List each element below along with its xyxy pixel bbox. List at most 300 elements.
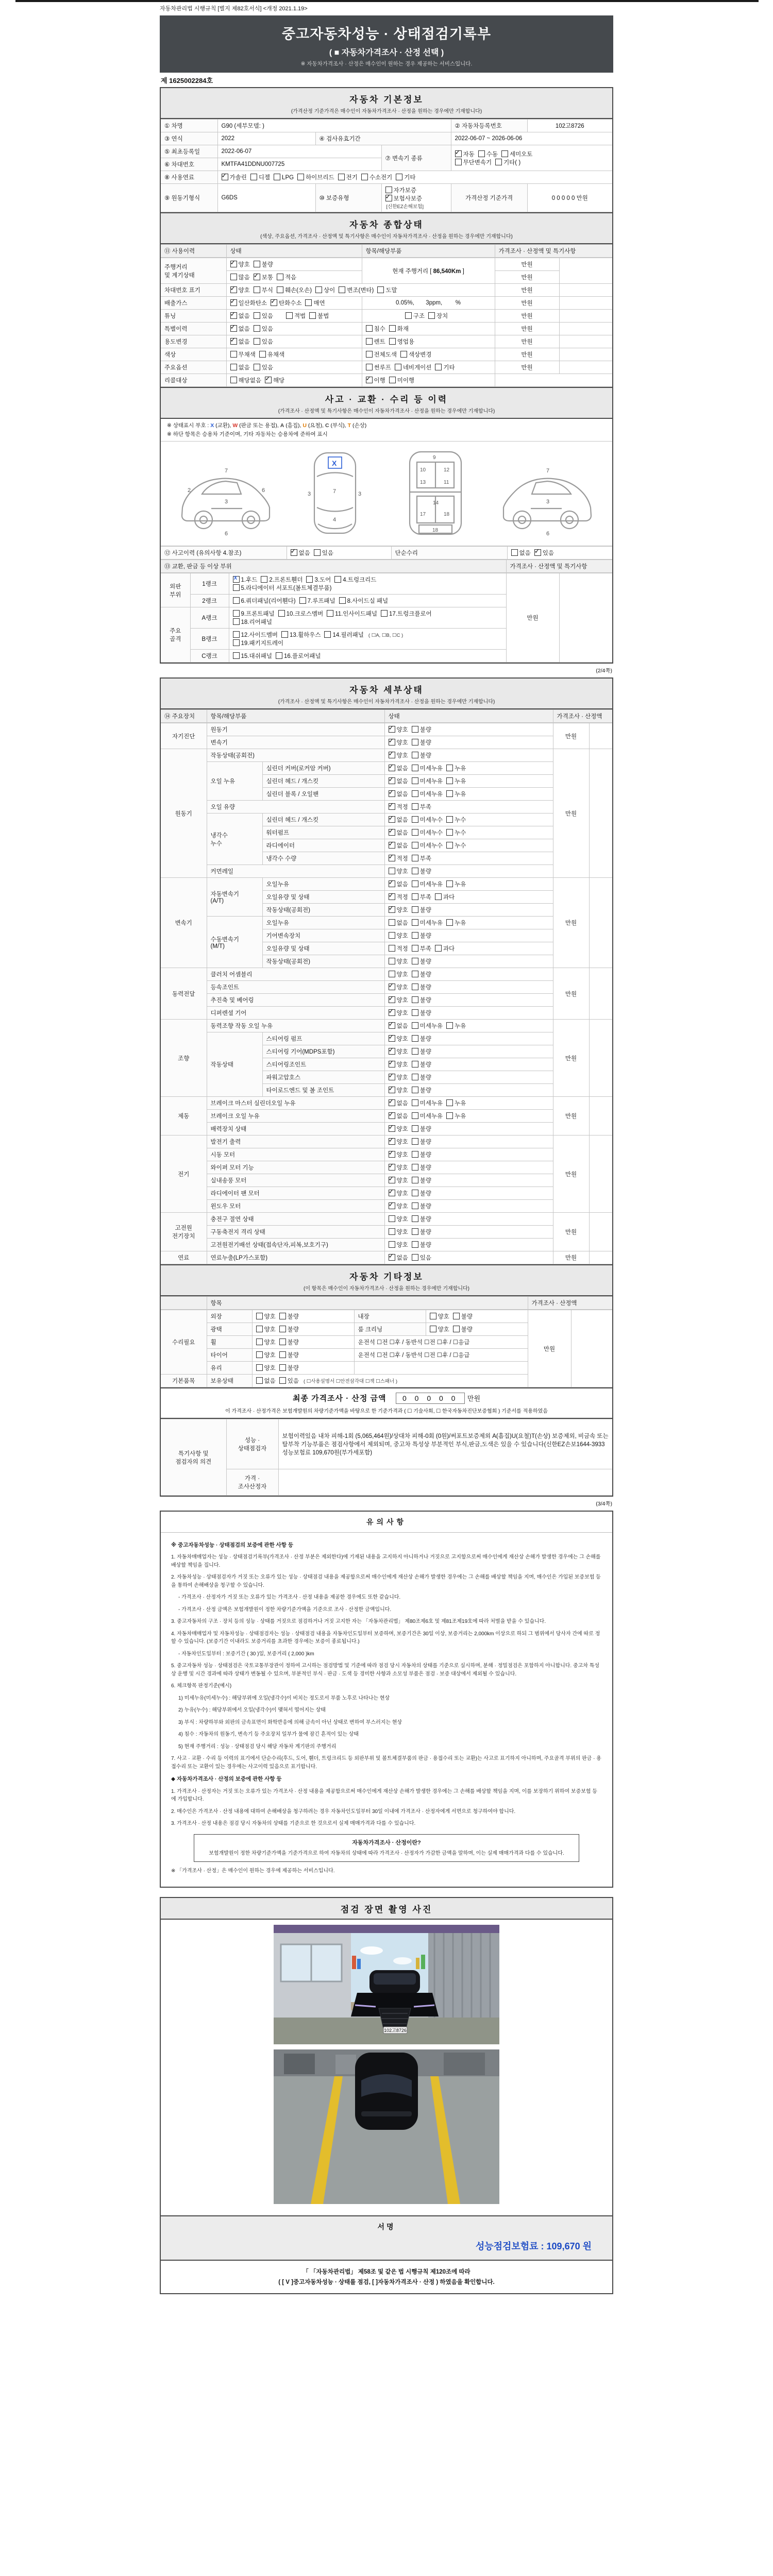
cell: 고전원 전기장치 (161, 1213, 207, 1251)
cell: 외판 부위 (161, 573, 190, 607)
cell (229, 607, 506, 629)
cell: 특별이력 (161, 323, 226, 335)
price-definition-title: 자동차가격조사 · 산정이란? (352, 1839, 421, 1846)
checkbox-item: ✓ 없음 (291, 549, 310, 557)
inspection-photo-front (274, 1925, 499, 2044)
cell (384, 904, 553, 917)
checkbox-item: ✓ 없음 (230, 312, 250, 320)
checkbox-item: 3.도어 (306, 575, 331, 584)
empty-checkbox-icon (412, 932, 418, 939)
empty-checkbox-icon (412, 1035, 418, 1042)
checkbox-item: 10.크로스멤버 (278, 609, 324, 618)
checkbox-item: ✓ 양호 (389, 1138, 408, 1146)
empty-checkbox-icon (446, 1022, 453, 1029)
checkbox-item: 불량 (279, 1351, 299, 1359)
checkbox-item: 적음 (277, 273, 296, 281)
checkbox-item: 미세누유 (412, 790, 443, 798)
cell: ④ 검사유효기간 (315, 132, 451, 145)
checkbox-item: 과다 (435, 893, 455, 901)
checkbox-item: 불량 (412, 1073, 431, 1081)
photo-section (160, 1897, 613, 2294)
cell: 가격조사 · 산정액 및 특기사항 (495, 245, 612, 258)
legend-code: U (303, 422, 307, 429)
cell (384, 736, 553, 749)
cell: 1랭크 (190, 573, 229, 595)
checkbox-item: 양호 (389, 970, 408, 978)
cell (384, 1058, 553, 1071)
final-price-amount: 0 0 0 0 0 (396, 1393, 465, 1404)
cell: 보험이력있음 내차 피해-1회 (5,065,464원)/상대차 피해-0회 (0원)/써포트보증제외 A(흠집)U(요철)T(손상) 보증제외, 비금속 또는 탈부착 기능부품은 점검사항에서 제외되며, 중고차 특성상 부분적인 부식,판금,도색은 있을 수 있습니다(신한EZ손보1644-3933 성능보험료 109,670원(부가세포함) (278, 1419, 612, 1469)
cell: C랭크 (190, 650, 229, 663)
empty-checkbox-icon (256, 1351, 263, 1358)
cell: 냉각수 누수 (207, 814, 262, 865)
detail-table (161, 723, 612, 1264)
cell (384, 1123, 553, 1136)
cell (226, 361, 362, 374)
cell: 0 0 0 0 0 만원 (527, 184, 612, 212)
cell: 단순수리 (391, 547, 507, 560)
checkbox-item: 양호 (389, 1241, 408, 1249)
cell (384, 891, 553, 904)
svg-text:10: 10 (419, 467, 426, 473)
checkbox-item: 썬루프 (366, 363, 391, 371)
checkbox-item: 불량 (412, 970, 431, 978)
checkbox-item: ✓ 없음 (389, 790, 408, 798)
checkbox-item: 양호 (256, 1338, 276, 1346)
checkbox-item: 침수 (366, 325, 385, 333)
checkbox-item: 양호 (256, 1364, 276, 1372)
svg-text:7: 7 (546, 468, 550, 474)
cell (354, 1362, 528, 1375)
checkbox-item: 있음 (279, 1377, 299, 1385)
checked-checkbox-icon (271, 299, 277, 306)
checkbox-item: ✓ 없음 (389, 880, 408, 888)
checked-checkbox-icon (389, 1112, 395, 1119)
empty-checkbox-icon (412, 777, 418, 784)
etc-table (161, 1310, 612, 1387)
checkbox-item: 세미오토 (501, 150, 532, 158)
notice-item: 3. 중고자동차의 구조 · 장치 등의 성능 · 상태를 거짓으로 점검하거나 거짓 고지한 자는 「자동차관리법」 제80조제6호 및 제81조제19호에 따라 처벌을 받을 수 있습니다. (171, 1619, 546, 1625)
cell: ① 차명 (161, 120, 217, 132)
checked-checkbox-icon (389, 855, 395, 861)
cell (384, 1174, 553, 1187)
checkbox-item: 12.사이드멤버 (233, 631, 278, 639)
checkbox-item: 4.트렁크리드 (334, 575, 376, 584)
empty-checkbox-icon (446, 919, 453, 926)
empty-checkbox-icon (254, 325, 260, 332)
empty-checkbox-icon (412, 1125, 418, 1132)
checkbox-item: 장치 (428, 312, 448, 320)
empty-checkbox-icon (254, 286, 260, 293)
checked-checkbox-icon (389, 803, 395, 810)
empty-checkbox-icon (396, 174, 402, 180)
cell (384, 942, 553, 955)
checkbox-item: 영업용 (389, 337, 414, 346)
empty-checkbox-icon (281, 631, 288, 638)
cell: 상태 (384, 710, 553, 723)
checkbox-item: 16.플로어패널 (276, 652, 321, 660)
cell (589, 878, 612, 968)
checked-checkbox-icon (222, 174, 228, 180)
empty-checkbox-icon (338, 174, 345, 180)
cell (589, 1136, 612, 1213)
cell: 변속기 (161, 878, 207, 968)
cell: 휠 (207, 1336, 252, 1349)
empty-checkbox-icon (297, 174, 304, 180)
checkbox-item: ✓ 이행 (366, 376, 385, 384)
cell (384, 1161, 553, 1174)
cell (226, 335, 362, 348)
final-price-unit: 만원 (467, 1395, 481, 1402)
cell: 만원 (495, 271, 559, 284)
photo-band (161, 1898, 612, 1920)
checkbox-item: 하이브리드 (297, 173, 334, 181)
cell: 스티어링 펌프 (262, 1032, 384, 1045)
checkbox-item: 7.루프패널 (299, 597, 335, 605)
checkbox-item: 9.프론트패널 (233, 609, 275, 618)
cell (384, 929, 553, 942)
checkbox-item: 2.프론트휀더 (261, 575, 303, 584)
empty-checkbox-icon (412, 1022, 418, 1029)
checkbox-item: 양호 (389, 957, 408, 965)
checkbox-item: 있음 (254, 337, 273, 346)
cell (589, 1097, 612, 1136)
footer-line-2: ( [ V ]중고자동차성능 · 상태를 점검, [ ]자동차가격조사 · 산정 ) 하였음을 확인합니다. (278, 2279, 495, 2286)
cell (384, 826, 553, 839)
cell: 만원 (495, 348, 559, 361)
empty-checkbox-icon (315, 286, 322, 293)
checkbox-item: 있음 (254, 325, 273, 333)
car-diagram-side-left-icon (175, 447, 276, 539)
empty-checkbox-icon (324, 631, 331, 638)
checkbox-item: ✓ 양호 (389, 738, 408, 747)
cell (384, 1251, 553, 1264)
cell: 항목/해당부품 (362, 245, 495, 258)
cell (384, 1032, 553, 1045)
checkbox-item: 18.리어패널 (233, 618, 272, 626)
svg-text:12: 12 (443, 467, 449, 473)
checkbox-item: ✓ 없음 (389, 777, 408, 785)
cell: A랭크 (190, 607, 229, 629)
checkbox-item: 불량 (412, 867, 431, 875)
etc-title: 자동차 기타정보 (349, 1272, 424, 1282)
empty-checkbox-icon (306, 576, 313, 583)
checkbox-item: ✓ 해당 (265, 376, 284, 384)
checkbox-item: 11.인사이드패널 (327, 609, 377, 618)
report-subtitle: ( ■ 자동차가격조사 · 산정 선택 ) (329, 48, 444, 57)
checkbox-item: ✓ 양호 (389, 1163, 408, 1172)
checkbox-item: ✓ 없음 (389, 764, 408, 772)
notice-item: 4. 자동차매매업자 및 자동차성능 · 상태점검자는 성능 · 상태점검 내용을 자동차인도일부터 보증하며, 보증기간은 30일 이상, 보증거리는 2,000km 이상으로 하되 그 범위에서 당사자 간에 따로 정할 수 있습니다. (보증기간 이내라도 보증거리를 초과한 경우에는 보증이 종료됩니다.) (171, 1631, 600, 1645)
empty-checkbox-icon (278, 610, 285, 617)
cell: 실린더 블록 / 오일팬 (262, 788, 384, 801)
notice-item: 5. 중고자동차 성능 · 상태점검은 국토교통부장관이 정하여 고시하는 점검방법 및 기준에 따라 점검 당시 자동차의 상태를 기준으로 실시하며, 분해 · 정밀점검은 포함하지 아니합니다. 중고차 특성상 운행 및 시간 경과에 따라 상태가 변동될 수 있으며, 부분적인 부식 · 판금 · 도색 등 경미한 사항과 소모성 부품은 점검 · 보증 대상에서 제외될 수 있습니다. (171, 1663, 600, 1677)
cell: 연료누출(LP가스포함) (207, 1251, 384, 1264)
empty-checkbox-icon (254, 364, 260, 370)
detail-subtitle: (가격조사 · 산정액 및 특기사항은 매수인이 자동차가격조사 · 산정을 원하는 경우에만 기재합니다) (278, 699, 495, 705)
cell: 기어변속장치 (262, 929, 384, 942)
empty-checkbox-icon (446, 842, 453, 849)
page-mark-3: (3/4쪽) (596, 1501, 612, 1507)
etc-subtitle: (이 항목은 매수인이 자동차가격조사 · 산정을 원하는 경우에만 기재합니다) (303, 1286, 470, 1292)
car-diagram-underbody-icon (394, 447, 477, 539)
cell (252, 1336, 354, 1349)
empty-checkbox-icon (446, 880, 453, 887)
overall-header-table (161, 244, 612, 258)
cell (384, 878, 553, 891)
empty-checkbox-icon (274, 174, 280, 180)
checkbox-item: 누유 (446, 919, 466, 927)
checked-checkbox-icon (389, 1151, 395, 1158)
checked-checkbox-icon (389, 1061, 395, 1067)
accident-subtitle: (가격조사 · 산정액 및 특기사항은 매수인이 자동차가격조사 · 산정을 원하는 경우에만 기재합니다) (278, 409, 495, 414)
cell (252, 1375, 528, 1387)
empty-checkbox-icon (412, 1009, 418, 1016)
empty-checkbox-icon (339, 597, 346, 604)
cell: 구동축전지 격리 상태 (207, 1226, 384, 1239)
checkbox-item: ✓ 보통 (254, 273, 273, 281)
checkbox-item: 무채색 (230, 350, 256, 359)
checkbox-item: ✓ 양호 (389, 751, 408, 759)
cell: 가격 · 조사산정자 (226, 1469, 278, 1496)
empty-checkbox-icon (412, 1061, 418, 1067)
empty-checkbox-icon (230, 274, 237, 280)
empty-checkbox-icon (256, 1338, 263, 1345)
empty-checkbox-icon (277, 274, 283, 280)
cell: ⑧ 사용연료 (161, 171, 217, 184)
checkbox-item: 무단변속기 (455, 158, 492, 166)
cell: 광택 (207, 1323, 252, 1336)
cell: 워터펌프 (262, 826, 384, 839)
checkbox-item: ✓ 없음 (389, 1112, 408, 1120)
empty-checkbox-icon (446, 790, 453, 797)
empty-checkbox-icon (256, 1326, 263, 1332)
cell: 현재 주행거리 [ 86,540Km ] (362, 258, 495, 284)
empty-checkbox-icon (389, 377, 396, 383)
checkbox-item: 불량 (254, 260, 273, 268)
cell (384, 788, 553, 801)
price-definition-box (194, 1834, 580, 1862)
checked-checkbox-icon (389, 1164, 395, 1171)
cell: 2022-06-07 ~ 2026-06-06 (451, 132, 612, 145)
checkbox-item: 불량 (412, 1176, 431, 1184)
checkbox-item: 불량 (412, 1125, 431, 1133)
cell (384, 1226, 553, 1239)
cell: 차대번호 표기 (161, 284, 226, 297)
cell: 실린더 커버(로커암 커버) (262, 762, 384, 775)
empty-checkbox-icon (412, 919, 418, 926)
cell (252, 1310, 354, 1323)
cell: ⑨ 원동기형식 (161, 184, 217, 212)
cell (495, 374, 612, 387)
inline-note: ( ☐A, ☐B, ☐C ) (368, 633, 404, 638)
cell (559, 348, 612, 361)
cell: 윈도우 모터 (207, 1200, 384, 1213)
checkbox-item: 상이 (315, 286, 335, 294)
checkbox-item: 해당없음 (230, 376, 261, 384)
cell (362, 361, 495, 374)
regulation-line: 자동차관리법 시행규칙 [별지 제82호서식] <개정 2021.1.19> (160, 6, 308, 12)
svg-text:2: 2 (187, 487, 191, 494)
page-mark-2: (2/4쪽) (596, 668, 612, 674)
empty-checkbox-icon (412, 1074, 418, 1080)
notice-title: 유의사항 (161, 1512, 612, 1533)
checkbox-item: 양호 (389, 1228, 408, 1236)
notice-item: 2. 매수인은 가격조사 · 산정 내용에 대하여 손해배상을 청구하려는 경우 자동차인도일부터 30일 이내에 가격조사 · 산정자에게 서면으로 청구하여야 합니다. (171, 1808, 516, 1815)
checkbox-item: ✓ 없음 (389, 1022, 408, 1030)
cell (384, 839, 553, 852)
empty-checkbox-icon (446, 816, 453, 823)
checkbox-item: 누유 (446, 880, 466, 888)
checkbox-item: ✓ 양호 (389, 1047, 408, 1056)
cell (451, 145, 612, 171)
cell (559, 573, 612, 663)
page-top-rule (15, 0, 759, 2)
cell: 라디에이터 팬 모터 (207, 1187, 384, 1200)
checkbox-item: 미세누유 (412, 880, 443, 888)
empty-checkbox-icon (279, 1377, 286, 1384)
cell (426, 1323, 528, 1336)
license-plate-text: 102고8726 (384, 2027, 407, 2033)
empty-checkbox-icon (412, 1099, 418, 1106)
empty-checkbox-icon (256, 1313, 263, 1319)
empty-checkbox-icon (412, 1164, 418, 1171)
cell: 작동상태 (207, 1032, 262, 1097)
cell (229, 573, 506, 595)
section-box-1 (160, 87, 613, 664)
empty-checkbox-icon (233, 618, 240, 625)
empty-checkbox-icon (412, 971, 418, 977)
empty-checkbox-icon (230, 364, 237, 370)
checked-checkbox-icon (389, 880, 395, 887)
accident-title: 사고 · 교환 · 수리 등 이력 (325, 395, 448, 404)
report-title: 중고자동차성능 · 상태점검기록부 (281, 26, 492, 42)
checkbox-item: 많음 (230, 273, 250, 281)
cell (384, 968, 553, 981)
cell (229, 650, 506, 663)
empty-checkbox-icon (259, 351, 266, 358)
empty-checkbox-icon (327, 610, 333, 617)
empty-checkbox-icon (511, 549, 518, 556)
empty-checkbox-icon (501, 150, 508, 157)
empty-checkbox-icon (435, 893, 442, 900)
checked-checkbox-icon (455, 150, 462, 157)
basic-info-table (161, 119, 612, 212)
checkbox-item: 6.쿼더패널(리어휀다) (233, 597, 296, 605)
empty-checkbox-icon (256, 1364, 263, 1371)
notice-item: - 자동차인도일부터 : 보증기간 ( 30 )일, 보증거리 ( 2,000 )km (178, 1651, 314, 1657)
checkbox-item: 유채색 (259, 350, 284, 359)
empty-checkbox-icon (233, 631, 240, 638)
accident-legend: ※ 상태표시 부호 : X (교환), W (판금 또는 용접), A (흠집), U (요철), C (부식), T (손상) (167, 422, 367, 429)
empty-checkbox-icon (389, 338, 396, 345)
cell: 실린더 헤드 / 개스킷 (262, 814, 384, 826)
empty-checkbox-icon (254, 312, 260, 319)
svg-text:13: 13 (419, 480, 426, 485)
checkbox-item: ✓ 양호 (389, 1189, 408, 1197)
empty-checkbox-icon (412, 1138, 418, 1145)
checkbox-item: 불량 (453, 1312, 473, 1320)
cell: ⑦ 변속기 종류 (381, 145, 451, 171)
empty-checkbox-icon (412, 893, 418, 900)
checkbox-item: 양호 (389, 867, 408, 875)
cell: 가격조사 · 산정액 및 특기사항 (506, 560, 612, 573)
checkbox-item: 미세누유 (412, 1022, 443, 1030)
empty-checkbox-icon (276, 652, 282, 659)
cell (384, 749, 553, 762)
cell: 2022 (217, 132, 315, 145)
cell: 가격조사 · 산정액 (528, 1297, 612, 1310)
empty-checkbox-icon (412, 739, 418, 745)
checkbox-item: 19.패키지트레이 (233, 639, 284, 647)
checkbox-item: ✓ 양호 (389, 1125, 408, 1133)
svg-text:7: 7 (224, 468, 228, 474)
cell (381, 184, 451, 212)
checkbox-item: ✓ 양호 (389, 1009, 408, 1017)
cell: 만원 (495, 361, 559, 374)
report-subtitle-note: ※ 자동차가격조사 · 산정은 매수인이 원하는 경우 제공하는 서비스입니다. (300, 61, 473, 67)
cell: 클러치 어셈블리 (207, 968, 384, 981)
cell: 자동변속기 (A/T) (207, 878, 262, 917)
checked-checkbox-icon (389, 906, 395, 913)
checked-checkbox-icon (389, 1035, 395, 1042)
basic-info-band (161, 88, 612, 119)
detail-header-table (161, 709, 612, 723)
cell: 보유상태 (207, 1375, 252, 1387)
cell (362, 335, 495, 348)
inline-note: [신한EZ손해보험] (386, 204, 424, 210)
report-page (160, 15, 613, 2294)
cell: 수리필요 (161, 1310, 207, 1375)
cell: 리콜대상 (161, 374, 226, 387)
cell: 2랭크 (190, 595, 229, 607)
cell (571, 1310, 612, 1387)
checked-checkbox-icon (389, 765, 395, 771)
empty-checkbox-icon (412, 790, 418, 797)
cell: 전기 (161, 1136, 207, 1213)
cell: G6DS (217, 184, 315, 212)
photo-area (161, 1920, 612, 2215)
empty-checkbox-icon (412, 1177, 418, 1183)
empty-checkbox-icon (430, 1326, 436, 1332)
notice-foot: ※ 「가격조사 · 산정」은 매수인이 원하는 경우에 제공하는 서비스입니다. (171, 1868, 335, 1874)
empty-checkbox-icon (279, 1338, 286, 1345)
checkbox-item: 미세누유 (412, 764, 443, 772)
checkbox-item: 불량 (412, 906, 431, 914)
empty-checkbox-icon (412, 1112, 418, 1119)
cell: 시동 모터 (207, 1148, 384, 1161)
checkbox-item: 미세누유 (412, 919, 443, 927)
cell: 만원 (553, 878, 589, 968)
cell: 만원 (553, 723, 589, 749)
cell (217, 171, 612, 184)
cell: 파워고압호스 (262, 1071, 384, 1084)
cell: 추진축 및 베어링 (207, 994, 384, 1007)
cell (226, 297, 362, 310)
cell (384, 1136, 553, 1148)
empty-checkbox-icon (446, 1099, 453, 1106)
checkbox-item: 적정 (389, 944, 408, 953)
checkbox-item: 미세누수 (412, 816, 443, 824)
basic-info-subtitle: (가격산정 기준가격은 매수인이 자동차가격조사 · 산정을 원하는 경우에만 기재합니다) (291, 109, 482, 114)
empty-checkbox-icon (361, 174, 368, 180)
cell (384, 723, 553, 736)
empty-checkbox-icon (377, 286, 384, 293)
cell: 등속조인트 (207, 981, 384, 994)
empty-checkbox-icon (412, 765, 418, 771)
checked-checkbox-icon (389, 1138, 395, 1145)
checkbox-item: 누유 (446, 764, 466, 772)
